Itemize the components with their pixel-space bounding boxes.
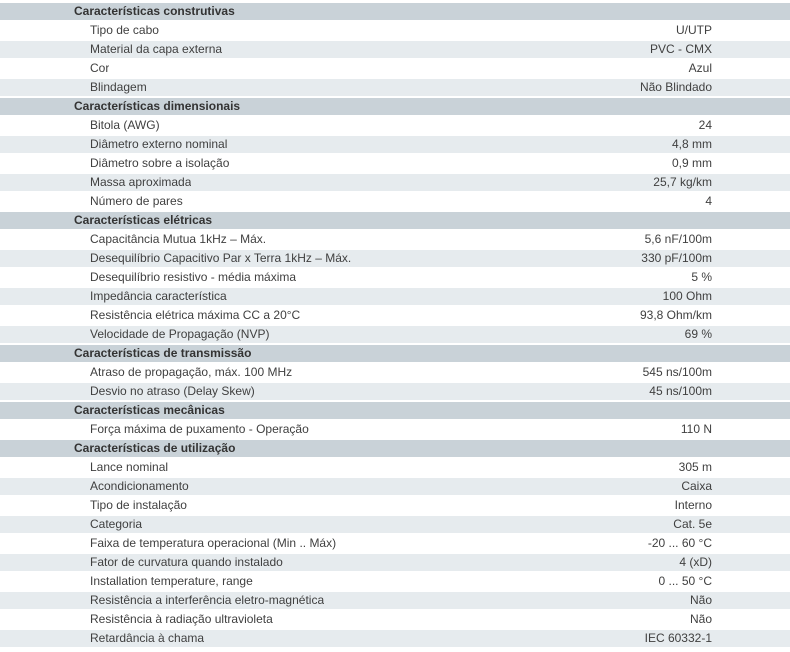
spec-row (0, 155, 790, 172)
section-title: Características construtivas (74, 4, 235, 18)
spec-row (0, 592, 790, 609)
spec-row (0, 60, 790, 77)
spec-label: Massa aproximada (90, 175, 192, 189)
spec-value: 0,9 mm (671, 156, 712, 170)
spec-row (0, 288, 790, 305)
spec-row (0, 459, 790, 476)
section-header-row (0, 440, 790, 457)
spec-row (0, 535, 790, 552)
section-title: Características de transmissão (74, 346, 252, 360)
spec-value: -20 ... 60 °C (647, 536, 712, 550)
spec-row (0, 79, 790, 96)
spec-row (0, 326, 790, 343)
spec-label: Fator de curvatura quando instalado (90, 555, 283, 569)
spec-value: 45 ns/100m (649, 384, 712, 398)
spec-row (0, 22, 790, 39)
spec-value: Interno (674, 498, 712, 512)
spec-label: Resistência a interferência eletro-magnética (90, 593, 325, 607)
spec-label: Resistência à radiação ultravioleta (90, 612, 273, 626)
section-header-row (0, 212, 790, 229)
spec-value: Não (689, 593, 712, 607)
spec-label: Número de pares (90, 194, 183, 208)
spec-row (0, 630, 790, 647)
spec-value: 305 m (678, 460, 712, 474)
spec-value: Cat. 5e (673, 517, 712, 531)
spec-value: 5 % (691, 270, 712, 284)
spec-row (0, 573, 790, 590)
section-title: Características de utilização (74, 441, 236, 455)
spec-label: Cor (90, 61, 110, 75)
spec-row (0, 41, 790, 58)
spec-row (0, 250, 790, 267)
spec-value: U/UTP (676, 23, 712, 37)
spec-value: 25,7 kg/km (653, 175, 712, 189)
section-title: Características elétricas (74, 213, 213, 227)
spec-label: Tipo de instalação (90, 498, 187, 512)
spec-value: IEC 60332-1 (644, 631, 712, 645)
spec-label: Diâmetro externo nominal (90, 137, 228, 151)
spec-label: Força máxima de puxamento - Operação (90, 422, 309, 436)
spec-row (0, 478, 790, 495)
section-title: Características dimensionais (74, 99, 241, 113)
spec-value: 330 pF/100m (641, 251, 712, 265)
spec-value: 0 ... 50 °C (658, 574, 712, 588)
section-header-row (0, 402, 790, 419)
spec-label: Installation temperature, range (90, 574, 253, 588)
spec-row (0, 421, 790, 438)
spec-value: 4,8 mm (671, 137, 712, 151)
spec-row (0, 383, 790, 400)
spec-label: Resistência elétrica máxima CC a 20°C (90, 308, 301, 322)
spec-row (0, 516, 790, 533)
spec-label: Lance nominal (90, 460, 169, 474)
spec-label: Acondicionamento (90, 479, 189, 493)
spec-label: Material da capa externa (90, 42, 223, 56)
spec-label: Tipo de cabo (90, 23, 159, 37)
spec-label: Impedância característica (90, 289, 227, 303)
section-header-row (0, 345, 790, 362)
spec-value: 545 ns/100m (642, 365, 712, 379)
spec-row (0, 117, 790, 134)
spec-value: Caixa (681, 479, 712, 493)
spec-row (0, 136, 790, 153)
spec-value: Não (689, 612, 712, 626)
spec-label: Categoria (90, 517, 143, 531)
spec-label: Bitola (AWG) (90, 118, 160, 132)
spec-label: Desequilíbrio resistivo - média máxima (90, 270, 297, 284)
spec-label: Faixa de temperatura operacional (Min .. Máx) (90, 536, 337, 550)
spec-row (0, 611, 790, 628)
spec-value: Azul (688, 61, 712, 75)
spec-label: Diâmetro sobre a isolação (90, 156, 230, 170)
spec-value: Não Blindado (639, 80, 712, 94)
spec-row (0, 554, 790, 571)
spec-row (0, 174, 790, 191)
spec-value: 93,8 Ohm/km (639, 308, 712, 322)
spec-label: Desvio no atraso (Delay Skew) (90, 384, 255, 398)
spec-value: 110 N (680, 422, 712, 436)
spec-row (0, 193, 790, 210)
section-header-row (0, 3, 790, 20)
spec-label: Desequilíbrio Capacitivo Par x Terra 1kHz – Máx. (90, 251, 352, 265)
spec-row (0, 307, 790, 324)
spec-value: 4 (705, 194, 712, 208)
spec-label: Blindagem (90, 80, 147, 94)
spec-value: 69 % (684, 327, 712, 341)
spec-value: 5,6 nF/100m (644, 232, 712, 246)
spec-label: Retardância à chama (90, 631, 205, 645)
spec-value: PVC - CMX (649, 42, 712, 56)
spec-label: Capacitância Mutua 1kHz – Máx. (90, 232, 267, 246)
spec-label: Velocidade de Propagação (NVP) (90, 327, 270, 341)
spec-row (0, 269, 790, 286)
spec-label: Atraso de propagação, máx. 100 MHz (90, 365, 293, 379)
spec-row (0, 231, 790, 248)
spec-value: 100 Ohm (662, 289, 712, 303)
spec-value: 4 (xD) (679, 555, 712, 569)
spec-row (0, 497, 790, 514)
spec-value: 24 (698, 118, 712, 132)
section-title: Características mecânicas (74, 403, 225, 417)
spec-row (0, 364, 790, 381)
section-header-row (0, 98, 790, 115)
